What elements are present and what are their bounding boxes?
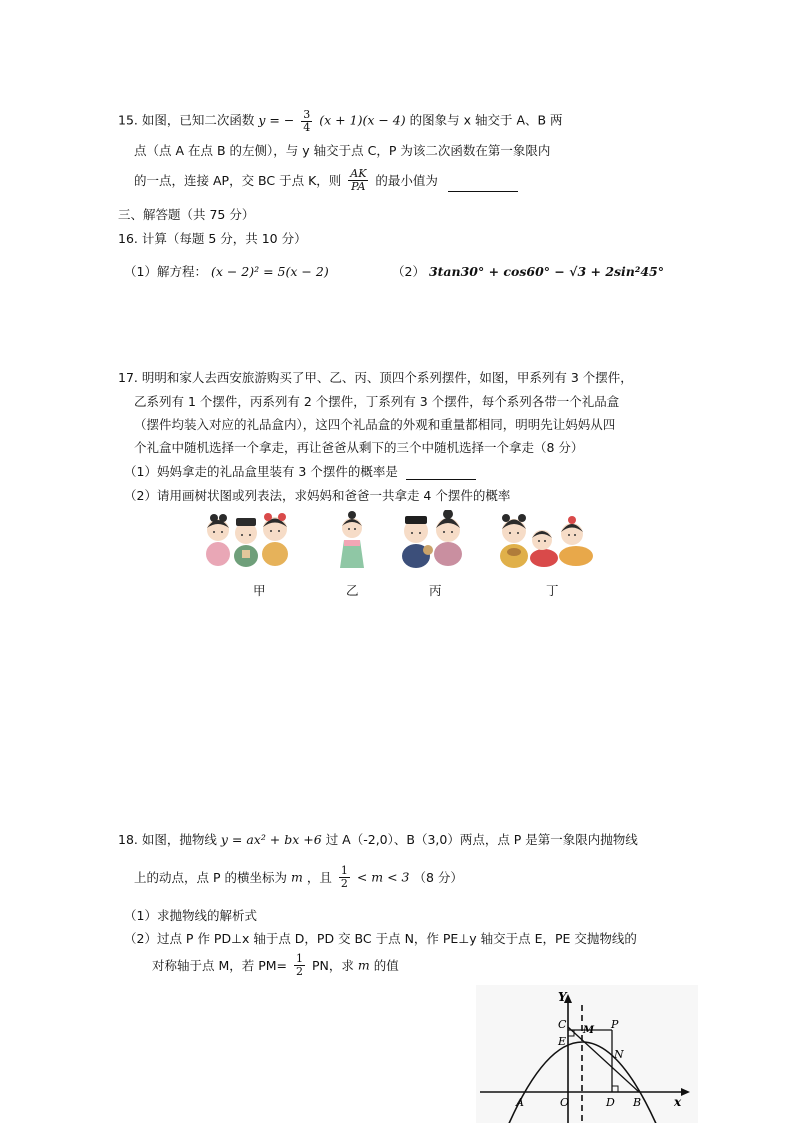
q17-answer-blank[interactable] — [406, 467, 476, 480]
q18-text-b: 过 A（-2,0）、B（3,0）两点，点 P 是第一象限内抛物线 — [325, 832, 638, 847]
q16-title: 16. 计算（每题 5 分，共 10 分） — [118, 231, 307, 246]
q18-sub1: （1）求抛物线的解析式 — [124, 908, 257, 923]
q17-line4: 个礼盒中随机选择一个拿走，再让爸爸从剩下的三个中随机选择一个拿走（8 分） — [134, 440, 584, 455]
q17-line3: （摆件均装入对应的礼品盒内），这四个礼品盒的外观和重量都相同，明明先让妈妈从四 — [134, 417, 616, 432]
q17-line2: 乙系列有 1 个摆件，丙系列有 2 个摆件，丁系列有 3 个摆件，每个系列各带一个礼品盒 — [134, 394, 620, 409]
q17-sub2: （2）请用画树状图或列表法，求妈妈和爸爸一共拿走 4 个摆件的概率 — [124, 488, 511, 503]
q18-line2 — [134, 865, 463, 889]
q15-formula-rhs: (x + 1)(x − 4) — [319, 112, 406, 128]
q18-text-c: 上的动点，点 P 的横坐标为 — [134, 870, 287, 886]
q18-sub2-text-b: PN，求 — [312, 958, 354, 974]
q16-part2 — [392, 262, 664, 280]
q18-m: m — [290, 869, 303, 885]
label-d: D — [606, 1096, 615, 1109]
label-bing: 丙 — [429, 583, 442, 598]
q18-frac-num: 1 — [340, 864, 348, 877]
q15-ratio-den: PA — [351, 179, 366, 193]
q18-text-d: ，且 — [306, 870, 332, 886]
label-o: O — [560, 1096, 570, 1109]
label-c: C — [558, 1018, 567, 1031]
q18-sub2-text-a: 对称轴于点 M，若 PM= — [152, 958, 288, 974]
label-n: N — [614, 1048, 624, 1061]
section-3-heading: 三、解答题（共 75 分） — [118, 207, 255, 222]
q18-sub2-frac-den: 2 — [296, 964, 304, 978]
figurines-illustration — [200, 510, 610, 570]
q18-sub2-frac-num: 1 — [296, 952, 304, 965]
label-b: B — [633, 1096, 642, 1109]
q15-frac-num: 3 — [303, 108, 311, 121]
figurine-group-yi — [340, 511, 364, 568]
q16-part1-label: （1）解方程： — [124, 264, 207, 279]
q15-ratio-num: AK — [350, 167, 367, 180]
q15-fraction — [301, 109, 312, 133]
q15-line3 — [134, 168, 518, 192]
q15-ratio — [348, 168, 368, 192]
q15-line2: 点（点 A 在点 B 的左侧），与 y 轴交于点 C，P 为该二次函数在第一象限内 — [134, 143, 551, 158]
figurine-group-ding — [500, 514, 593, 568]
q15-line1 — [118, 109, 563, 133]
q18-inequality: < m < 3 — [356, 869, 410, 885]
q15-frac-den: 4 — [303, 120, 311, 134]
q15-formula-lhs: y = − — [258, 112, 295, 128]
label-ding: 丁 — [546, 583, 559, 598]
q16-part2-label: （2） — [392, 264, 425, 279]
q15-text: 15. 如图，已知二次函数 — [118, 112, 255, 128]
q18-sub2-line2 — [152, 953, 399, 977]
q18-sub2-m: m — [357, 957, 370, 973]
label-m: M — [583, 1025, 595, 1036]
q18-frac-den: 2 — [340, 876, 348, 890]
q18-line1 — [118, 830, 638, 848]
q17-sub1 — [124, 462, 476, 480]
q18-formula: y = ax² + bx +6 — [220, 832, 322, 847]
q18-fraction — [339, 865, 350, 889]
q18-sub2-text-c: 的值 — [373, 958, 399, 974]
q18-text-a: 18. 如图，抛物线 — [118, 832, 217, 847]
parabola-figure — [476, 985, 698, 1123]
q18-sub2-line1: （2）过点 P 作 PD⊥x 轴于点 D，PD 交 BC 于点 N，作 PE⊥y 轴交于点 E，PE 交抛物线的 — [124, 931, 637, 946]
q15-text-b: 的图象与 x 轴交于 A、B 两 — [409, 112, 563, 128]
q16-part1-equation: (x − 2)² = 5(x − 2) — [210, 264, 329, 279]
q17-line1: 17. 明明和家人去西安旅游购买了甲、乙、丙、顶四个系列摆件，如图，甲系列有 3 个摆件， — [118, 370, 633, 385]
q18-sub2-fraction — [294, 953, 305, 977]
q15-text-c: 的一点，连接 AP，交 BC 于点 K，则 — [134, 173, 342, 189]
label-yi: 乙 — [346, 583, 359, 598]
label-p: P — [611, 1018, 619, 1031]
label-x: x — [674, 1095, 682, 1109]
label-e: E — [558, 1035, 567, 1048]
q15-answer-blank[interactable] — [448, 179, 518, 192]
q16-part2-expression: 3tan30° + cos60° − √3 + 2sin²45° — [428, 264, 665, 279]
q18-points: （8 分） — [413, 870, 463, 886]
label-jia: 甲 — [253, 583, 266, 598]
q17-sub1-text: （1）妈妈拿走的礼品盒里装有 3 个摆件的概率是 — [124, 464, 398, 479]
label-y: Y — [558, 990, 567, 1004]
q15-text-d: 的最小值为 — [375, 173, 438, 189]
figurine-group-jia — [206, 513, 288, 567]
figurine-group-bing — [402, 510, 462, 568]
label-a: A — [516, 1096, 524, 1109]
q16-part1 — [124, 262, 329, 280]
